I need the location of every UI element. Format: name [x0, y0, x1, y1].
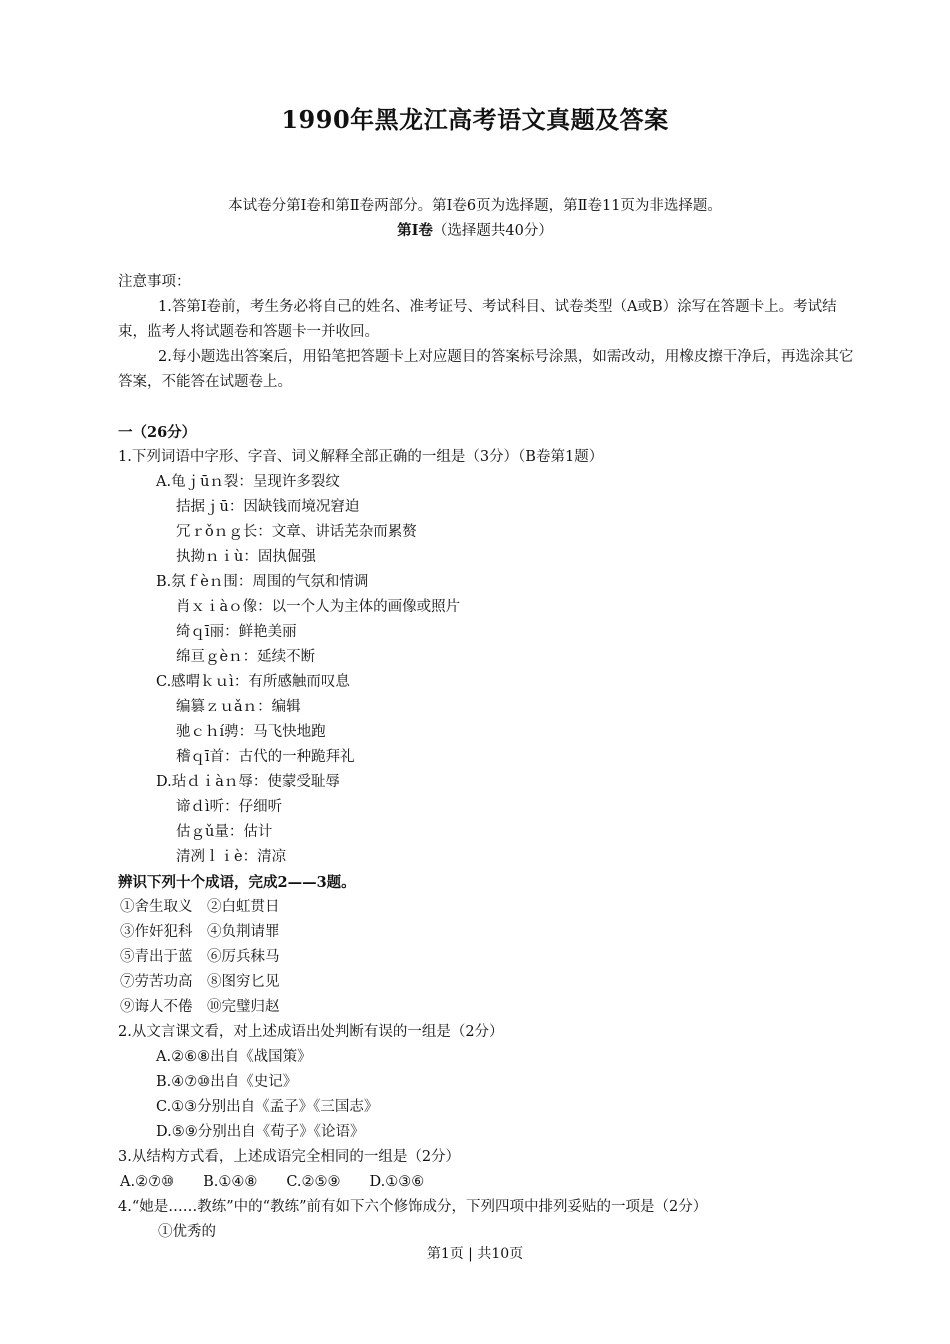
q1-option-d-line: 估ｇǔ量：估计 — [176, 824, 273, 840]
idiom-row: ⑨诲人不倦 ⑩完璧归赵 — [120, 999, 280, 1015]
q1-option-b-line: 绮ｑī丽：鲜艳美丽 — [176, 624, 297, 640]
question-2-stem: 2.从文言课文看，对上述成语出处判断有误的一组是（2分） — [118, 1024, 504, 1040]
document-body — [118, 270, 863, 1245]
document-title: 1990年黑龙江高考语文真题及答案 — [281, 105, 669, 134]
q1-option-c-line: C.感喟ｋｕì：有所感触而叹息 — [156, 674, 350, 690]
volume-heading — [0, 219, 950, 240]
question-4-stem: 4.“她是……教练”中的“教练”前有如下六个修饰成分，下列四项中排列妥贴的一项是（2分） — [118, 1199, 708, 1215]
q2-option: B.④⑦⑩出自《史记》 — [156, 1074, 298, 1090]
q1-option-d-line: D.玷ｄｉàｎ辱：使蒙受耻辱 — [156, 774, 340, 790]
page-footer: 第1页 | 共10页 — [426, 1246, 524, 1262]
question-3-stem: 3.从结构方式看，上述成语完全相同的一组是（2分） — [118, 1149, 461, 1165]
q1-option-c-line: 稽ｑī首：古代的一种跪拜礼 — [176, 749, 355, 765]
q2-option: A.②⑥⑧出自《战国策》 — [156, 1049, 312, 1065]
q4-item: ①优秀的 — [158, 1224, 216, 1240]
volume-label: 第Ⅰ卷 — [397, 222, 433, 239]
idiom-row: ①舍生取义 ②白虹贯日 — [120, 899, 280, 915]
idioms-heading: 辨识下列十个成语，完成2——3题。 — [118, 874, 356, 891]
q1-option-a-line: 执拗ｎｉù：固执倔强 — [176, 549, 316, 565]
q1-option-b-line: 肖ｘｉàｏ像：以一个人为主体的画像或照片 — [176, 599, 461, 615]
q1-option-b-line: 绵亘ｇèｎ：延续不断 — [176, 649, 316, 665]
q1-option-a-line: 冗ｒǒｎｇ长：文章、讲话芜杂而累赘 — [176, 524, 417, 540]
q1-option-c-line: 编篡ｚｕǎｎ：编辑 — [176, 699, 301, 715]
section-heading: 一（26分） — [118, 424, 197, 441]
q1-option-d-line: 清冽ｌｉè：清凉 — [176, 849, 287, 865]
q1-option-a-line: 拮据ｊū：因缺钱而境况窘迫 — [176, 499, 360, 515]
idiom-row: ③作奸犯科 ④负荆请罪 — [120, 924, 280, 940]
idiom-row: ⑤青出于蓝 ⑥厉兵秣马 — [120, 949, 280, 965]
q1-option-a-line: A.龟ｊūｎ裂：呈现许多裂纹 — [156, 474, 340, 490]
q1-option-d-line: 谛ｄì听：仔细听 — [176, 799, 283, 815]
notice-item-2: 2.每小题选出答案后，用铅笔把答题卡上对应题目的答案标号涂黑，如需改动，用橡皮擦干净后，再选涂其它答案，不能答在试题卷上。 — [118, 349, 854, 390]
q2-option: C.①③分别出自《孟子》《三国志》 — [156, 1099, 379, 1115]
q1-option-c-line: 驰ｃｈí骋：马飞快地跑 — [176, 724, 326, 740]
notice-heading: 注意事项： — [118, 274, 191, 290]
q1-option-b-line: B.氛ｆèｎ围：周围的气氛和情调 — [156, 574, 369, 590]
question-1-stem: 1.下列词语中字形、字音、词义解释全部正确的一组是（3分）（B卷第1题） — [118, 449, 604, 465]
q3-options: A.②⑦⑩ B.①④⑧ C.②⑤⑨ D.①③⑥ — [120, 1174, 425, 1190]
spacer — [118, 395, 863, 420]
volume-note: （选择题共40分） — [432, 223, 553, 239]
idiom-row: ⑦劳苦功高 ⑧图穷匕见 — [120, 974, 280, 990]
exam-intro: 本试卷分第Ⅰ卷和第Ⅱ卷两部分。第Ⅰ卷6页为选择题，第Ⅱ卷11页为非选择题。 — [228, 198, 722, 214]
q2-option: D.⑤⑨分别出自《荀子》《论语》 — [156, 1124, 365, 1140]
notice-item-1: 1.答第Ⅰ卷前，考生务必将自己的姓名、准考证号、考试科目、试卷类型（A或B）涂写在答题卡上。考试结束，监考人将试题卷和答题卡一并收回。 — [118, 299, 837, 340]
